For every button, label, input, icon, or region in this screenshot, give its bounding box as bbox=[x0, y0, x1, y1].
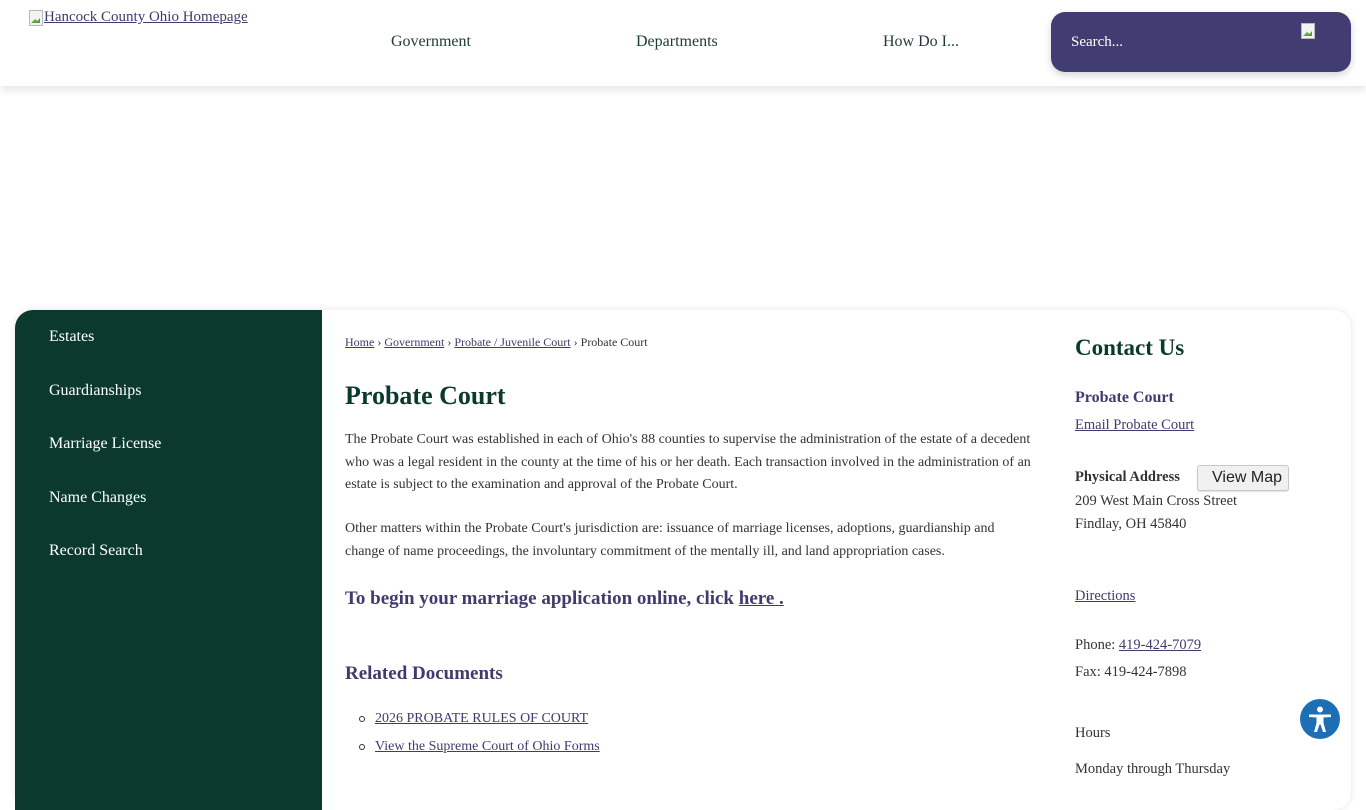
page-title: Probate Court bbox=[345, 381, 506, 410]
nav-government[interactable]: Government bbox=[391, 33, 471, 50]
nav-departments[interactable]: Departments bbox=[636, 33, 718, 50]
phone-label: Phone: bbox=[1075, 637, 1119, 653]
breadcrumb bbox=[345, 335, 648, 350]
sidebar-item-marriage-license[interactable]: Marriage License bbox=[49, 435, 162, 452]
bullet-icon bbox=[359, 744, 365, 750]
address-line-2: Findlay, OH 45840 bbox=[1075, 516, 1187, 532]
breadcrumb-current: Probate Court bbox=[580, 335, 648, 349]
sidebar bbox=[15, 310, 322, 810]
hours-label: Hours bbox=[1075, 725, 1111, 741]
cta-text: To begin your marriage application online, click bbox=[345, 588, 739, 609]
phone bbox=[1075, 637, 1201, 654]
sidebar-item-record-search[interactable]: Record Search bbox=[49, 542, 143, 559]
fax: Fax: 419-424-7898 bbox=[1075, 664, 1187, 680]
bullet-icon bbox=[359, 716, 365, 722]
marriage-application-link[interactable]: here . bbox=[738, 588, 784, 609]
jurisdiction-paragraph: Other matters within the Probate Court's jurisdiction are: issuance of marriage licenses, adoptions, guardianship and change of name proceedings, the involuntary commitment of the mentally ill, and land appropriation cases. bbox=[345, 521, 995, 559]
related-documents-title: Related Documents bbox=[345, 663, 503, 684]
list-item bbox=[359, 705, 600, 733]
department-name: Probate Court bbox=[1075, 389, 1174, 406]
intro-paragraph: The Probate Court was established in each of Ohio's 88 counties to supervise the administration of the estate of a decedent who was a legal resident in the county at the time of his or her death. Each transaction involved in the administration of an estate is subject to the examination and approval of the Probate Court. bbox=[345, 432, 1031, 492]
search-box bbox=[1051, 12, 1351, 72]
hours-line: Monday through Thursday bbox=[1075, 761, 1231, 777]
search-input[interactable] bbox=[1071, 32, 1271, 52]
breadcrumb-home[interactable]: Home bbox=[345, 335, 375, 349]
breadcrumb-separator: › bbox=[447, 335, 452, 349]
probate-rules-link[interactable]: 2026 PROBATE RULES OF COURT bbox=[375, 711, 589, 726]
logo-alt-text: Hancock County Ohio Homepage bbox=[44, 9, 248, 25]
physical-address-label: Physical Address bbox=[1075, 469, 1180, 485]
list-item bbox=[359, 733, 600, 761]
address-line-1: 209 West Main Cross Street bbox=[1075, 493, 1238, 509]
marriage-application-cta bbox=[345, 588, 784, 610]
phone-link[interactable]: 419-424-7079 bbox=[1118, 637, 1202, 653]
accessibility-icon bbox=[1305, 704, 1335, 734]
contact-title: Contact Us bbox=[1075, 335, 1185, 360]
homepage-logo-link[interactable] bbox=[29, 9, 248, 26]
site-header bbox=[0, 0, 1366, 86]
related-documents-list bbox=[359, 705, 600, 761]
content-card bbox=[15, 310, 1351, 810]
nav-how-do-i[interactable]: How Do I... bbox=[883, 33, 959, 50]
breadcrumb-government[interactable]: Government bbox=[384, 335, 445, 349]
supreme-court-forms-link[interactable]: View the Supreme Court of Ohio Forms bbox=[375, 739, 600, 754]
sidebar-item-guardianships[interactable]: Guardianships bbox=[49, 382, 142, 399]
breadcrumb-separator: › bbox=[573, 335, 578, 349]
sidebar-item-estates[interactable]: Estates bbox=[49, 328, 95, 345]
broken-image-icon bbox=[29, 10, 43, 26]
breadcrumb-separator: › bbox=[377, 335, 382, 349]
breadcrumb-probate-juvenile-court[interactable]: Probate / Juvenile Court bbox=[454, 335, 571, 349]
search-button-icon[interactable] bbox=[1301, 23, 1317, 39]
directions-link[interactable]: Directions bbox=[1075, 588, 1136, 604]
view-map-button[interactable]: View Map bbox=[1197, 465, 1289, 491]
sidebar-item-name-changes[interactable]: Name Changes bbox=[49, 489, 147, 506]
email-link[interactable]: Email Probate Court bbox=[1075, 417, 1195, 433]
accessibility-button[interactable] bbox=[1300, 699, 1340, 739]
